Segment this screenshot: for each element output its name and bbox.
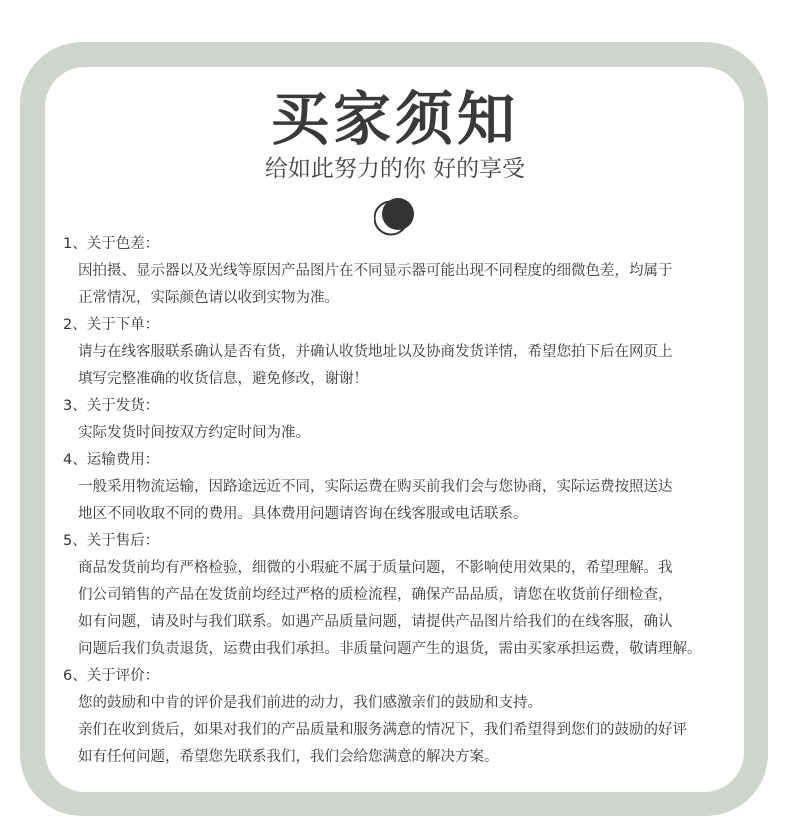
section-heading: 6、关于评价： [63, 668, 160, 684]
section-line: 地区不同收取不同的费用。具体费用问题请咨询在线客服或电话联系。 [78, 506, 528, 522]
section-line: 您的鼓励和中肯的评价是我们前进的动力，我们感激亲们的鼓励和支持。 [78, 695, 542, 711]
page-title: 买家须知 [270, 85, 519, 153]
section-line: 因拍摄、显示器以及光线等原因产品图片在不同显示器可能出现不同程度的细微色差，均属于 [78, 263, 673, 279]
section-line: 亲们在收到货后，如果对我们的产品质量和服务满意的情况下，我们希望得到您们的鼓励的好评 [78, 722, 687, 738]
section-line: 一般采用物流运输，因路途远近不同，实际运费在购买前我们会与您协商，实际运费按照送达 [78, 479, 673, 495]
moon-icon [374, 197, 418, 237]
section-heading: 2、关于下单： [63, 317, 160, 333]
section-line: 如有问题，请及时与我们联系。如遇产品质量问题，请提供产品图片给我们的在线客服，确认 [78, 614, 673, 630]
section-line: 们公司销售的产品在发货前均经过严格的质检流程，确保产品品质，请您在收货前仔细检查， [78, 587, 673, 603]
section-line: 请与在线客服联系确认是否有货，并确认收货地址以及协商发货详情，希望您拍下后在网页上 [78, 344, 673, 360]
section-line: 填写完整准确的收货信息，避免修改，谢谢！ [78, 371, 368, 387]
page-subtitle: 给如此努力的你 好的享受 [264, 156, 526, 182]
section-heading: 1、关于色差： [63, 236, 160, 252]
section-heading: 5、关于售后： [63, 533, 160, 549]
section-line: 正常情况，实际颜色请以收到实物为准。 [78, 290, 339, 306]
section-heading: 3、关于发货： [63, 398, 160, 414]
section-line: 商品发货前均有严格检验，细微的小瑕疵不属于质量问题，不影响使用效果的，希望理解。我 [78, 560, 673, 576]
section-line: 问题后我们负责退货，运费由我们承担。非质量问题产生的退货，需由买家承担运费，敬请理解。 [78, 641, 702, 657]
section-heading: 4、运输费用： [63, 452, 160, 468]
section-line: 实际发货时间按双方约定时间为准。 [78, 425, 310, 441]
section-line: 如有任何问题，希望您先联系我们，我们会给您满意的解决方案。 [78, 749, 499, 765]
